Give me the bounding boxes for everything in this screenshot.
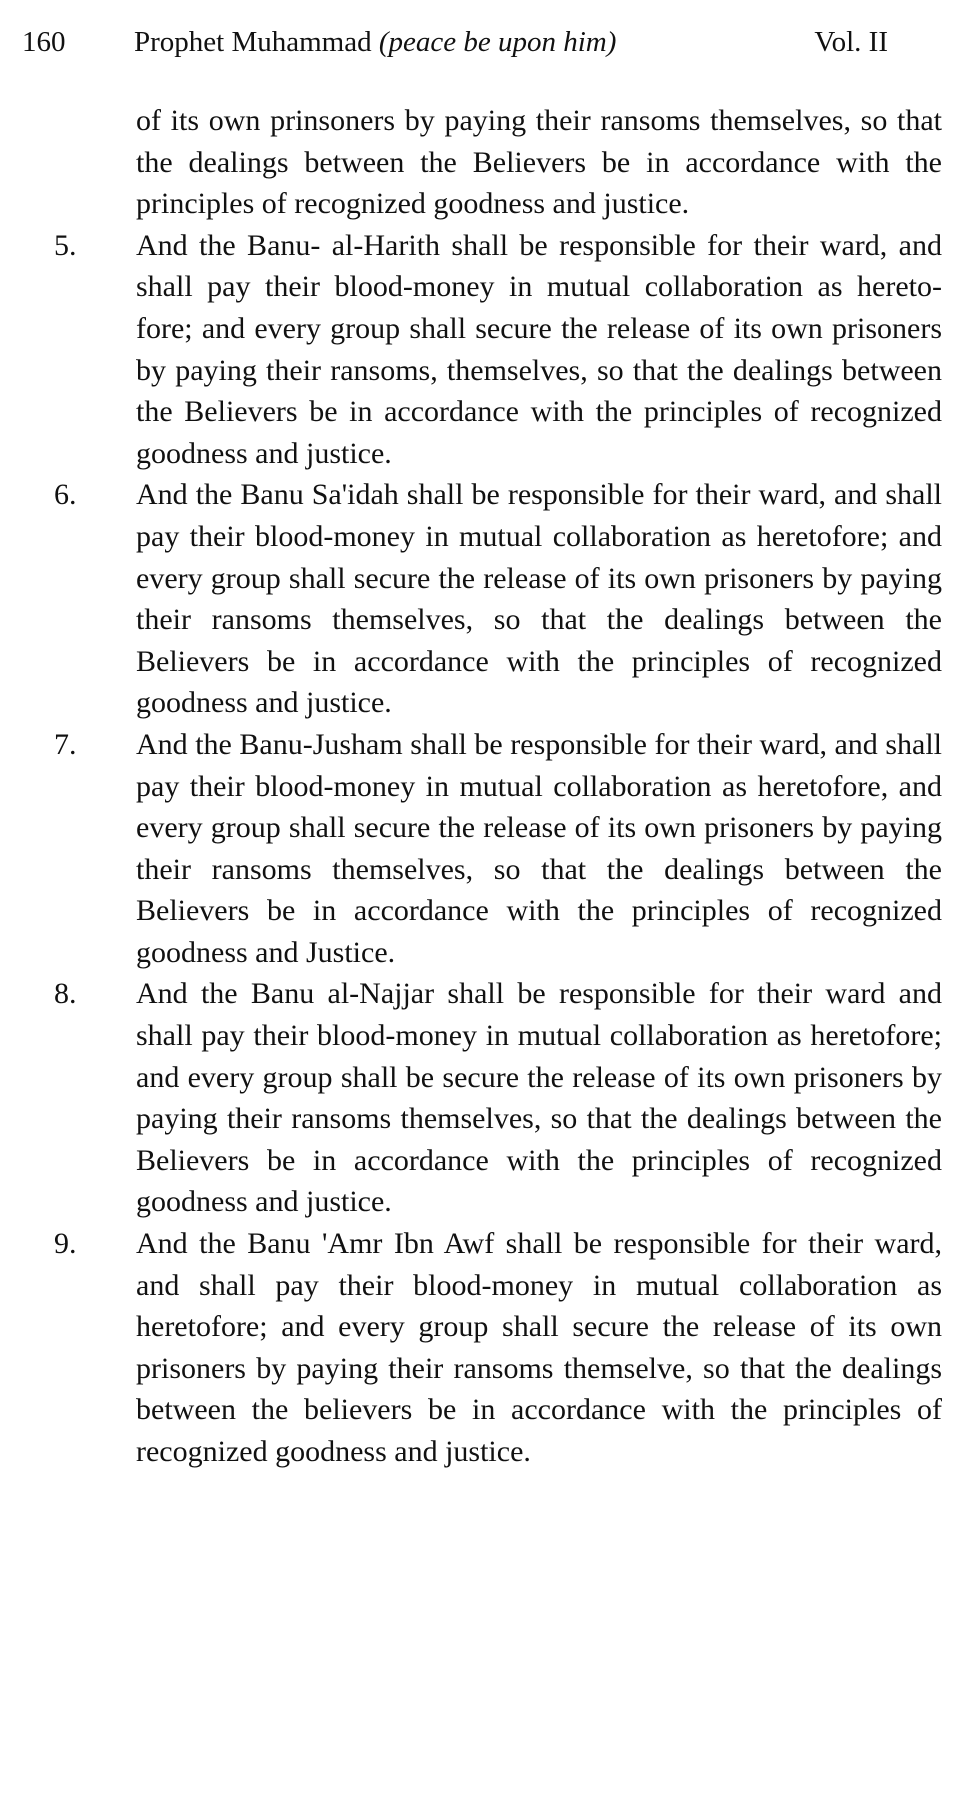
clause-7 [54,724,942,974]
clause-text: And the Banu Sa'idah shall be responsible for their ward, and shall pay their blood-money in mutual collaboration as heretofore; and every group shall secure the release of its own prisoners by paying their ransoms themselves, so that the dealings between the Believers be in accordance with the principles of recognized goodness and justice. [136,478,942,720]
page-number: 160 [22,26,66,58]
page-body [54,100,942,1473]
running-header [22,22,888,62]
book-title-italic: (peace be upon him) [378,26,617,58]
clause-6 [54,474,942,724]
clause-number: 6. [54,478,77,512]
clause-text: And the Banu al-Najjar shall be responsible for their ward and shall pay their blood-money in mutual collaboration as heretofore; and every group shall be secure the release of its own prisoners by paying their ransoms themselves, so that the dealings between the Believers be in accordance with the principles of recognized goodness and justice. [136,977,942,1219]
continued-clause-text: of its own prinsoners by paying their ransoms themselves, so that the dealings between the Believers be in accordance with the principles of recognized goodness and justice. [136,104,942,221]
clause-number: 7. [54,727,77,761]
book-title-main: Prophet Muhammad [134,26,379,58]
clause-number: 5. [54,228,77,262]
clause-9 [54,1223,942,1473]
clause-text: And the Banu- al-Harith shall be responsible for their ward, and shall pay their blood-money in mutual collaboration as hereto-fore; and every group shall secure the release of its own prisoners by paying their ransoms, themselves, so that the dealings between the Believers be in accordance with the principles of recognized goodness and justice. [136,228,942,470]
book-title [134,22,616,62]
clause-text: And the Banu-Jusham shall be responsible for their ward, and shall pay their blood-money in mutual collaboration as heretofore, and every group shall secure the release of its own prisoners by paying their ransoms themselves, so that the dealings between the Believers be in accordance with the principles of recognized goodness and Justice. [136,727,942,969]
clause-8 [54,973,942,1223]
clause-number: 8. [54,977,77,1011]
clause-text: And the Banu 'Amr Ibn Awf shall be responsible for their ward, and shall pay their blood-money in mutual collaboration as heretofore; and every group shall secure the release of its own prisoners by paying their ransoms themselve, so that the dealings between the believers be in accordance with the principles of recognized goodness and justice. [136,1227,942,1468]
clause-5 [54,225,942,475]
clause-number: 9. [54,1227,77,1261]
volume-label: Vol. II [814,26,888,58]
